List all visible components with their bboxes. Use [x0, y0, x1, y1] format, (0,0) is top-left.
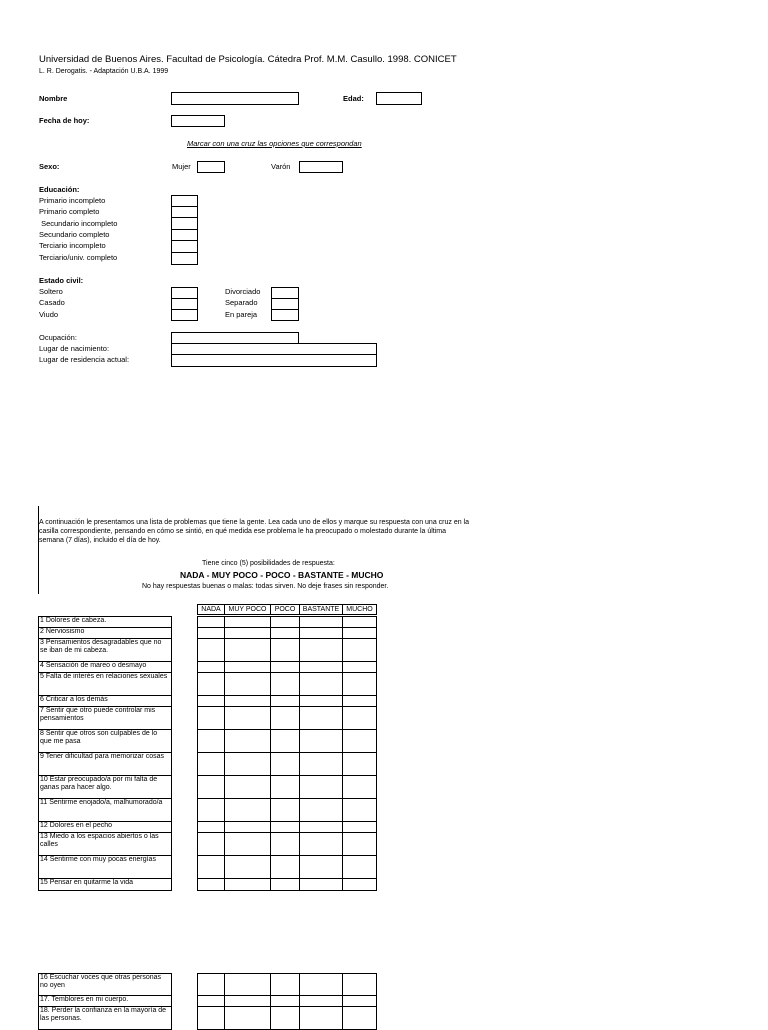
answer-cell-mucho[interactable]: [342, 752, 377, 776]
options-intro: Tiene cinco (5) posibilidades de respuesta:: [202, 560, 335, 567]
answer-cell-bastante[interactable]: [299, 638, 343, 662]
question-label: 17. Temblores en mi cuerpo.: [38, 995, 172, 1007]
answer-cell-nada[interactable]: [197, 638, 225, 662]
answer-cell-bastante[interactable]: [299, 1006, 343, 1030]
civil-option: Divorciado: [225, 287, 261, 296]
question-label: 2 Nerviosismo: [38, 627, 172, 639]
answer-cell-nada[interactable]: [197, 752, 225, 776]
education-option: Terciario/univ. completo: [39, 253, 118, 262]
answer-cell-muy-poco[interactable]: [224, 973, 271, 996]
answer-cell-muy-poco[interactable]: [224, 672, 271, 696]
sex-male-label: Varón: [271, 162, 291, 171]
education-option: Primario incompleto: [39, 196, 106, 205]
question-label: 13 Miedo a los espacios abiertos o las calles: [38, 832, 172, 856]
birthplace-label: Lugar de nacimiento:: [39, 344, 110, 353]
answer-cell-bastante[interactable]: [299, 752, 343, 776]
answer-cell-poco[interactable]: [270, 855, 300, 879]
column-header-mucho: MUCHO: [342, 604, 377, 615]
answer-cell-mucho[interactable]: [342, 672, 377, 696]
civil-option: Casado: [39, 298, 65, 307]
occupation-label: Ocupación:: [39, 333, 77, 342]
answer-cell-mucho[interactable]: [342, 973, 377, 996]
intro-line: semana (7 días), incluido el día de hoy.: [39, 537, 161, 544]
civil-option: Soltero: [39, 287, 63, 296]
sex-male-checkbox[interactable]: [299, 161, 343, 173]
age-field[interactable]: [376, 92, 422, 105]
answer-cell-bastante[interactable]: [299, 706, 343, 730]
residence-field[interactable]: [171, 354, 377, 367]
sex-female-checkbox[interactable]: [197, 161, 225, 173]
date-field[interactable]: [171, 115, 225, 127]
answer-cell-mucho[interactable]: [342, 878, 377, 891]
answer-cell-poco[interactable]: [270, 752, 300, 776]
sex-label: Sexo:: [39, 162, 60, 171]
answer-cell-poco[interactable]: [270, 878, 300, 891]
civil-option: Viudo: [39, 310, 59, 319]
answer-cell-bastante[interactable]: [299, 775, 343, 799]
answer-cell-bastante[interactable]: [299, 878, 343, 891]
column-header-muy-poco: MUY POCO: [224, 604, 271, 615]
question-label: 7 Sentir que otro puede controlar mis pensamientos: [38, 706, 172, 730]
answer-cell-poco[interactable]: [270, 973, 300, 996]
answer-cell-nada[interactable]: [197, 729, 225, 753]
answer-cell-mucho[interactable]: [342, 729, 377, 753]
answer-cell-bastante[interactable]: [299, 729, 343, 753]
answer-cell-nada[interactable]: [197, 1006, 225, 1030]
question-label: 9 Tener dificultad para memorizar cosas: [38, 752, 172, 776]
question-label: 1 Dolores de cabeza.: [38, 616, 172, 628]
answer-cell-muy-poco[interactable]: [224, 706, 271, 730]
question-label: 18. Perder la confianza en la mayoría de las personas.: [38, 1006, 172, 1030]
answer-cell-mucho[interactable]: [342, 706, 377, 730]
answer-cell-mucho[interactable]: [342, 775, 377, 799]
answer-cell-muy-poco[interactable]: [224, 729, 271, 753]
question-label: 4 Sensación de mareo o desmayo: [38, 661, 172, 673]
answer-cell-bastante[interactable]: [299, 855, 343, 879]
education-option: Terciario incompleto: [39, 241, 106, 250]
answer-cell-muy-poco[interactable]: [224, 638, 271, 662]
answer-cell-mucho[interactable]: [342, 832, 377, 856]
intro-line: A continuación le presentamos una lista de problemas que tiene la gente. Lea cada uno de ellos y marque su respuesta con una cruz en la: [39, 519, 470, 526]
answer-cell-muy-poco[interactable]: [224, 1006, 271, 1030]
civil-status-label: Estado civil:: [39, 276, 84, 285]
answer-cell-nada[interactable]: [197, 672, 225, 696]
column-header-bastante: BASTANTE: [299, 604, 343, 615]
answer-cell-nada[interactable]: [197, 832, 225, 856]
instruction-note: No hay respuestas buenas o malas: todas sirven. No deje frases sin responder.: [142, 583, 389, 590]
page-title: Universidad de Buenos Aires. Facultad de Psicología. Cátedra Prof. M.M. Casullo. 1998. CONICET: [39, 54, 457, 65]
question-label: 16 Escuchar voces que otras personas no oyen: [38, 973, 172, 996]
answer-cell-muy-poco[interactable]: [224, 798, 271, 822]
answer-cell-nada[interactable]: [197, 775, 225, 799]
answer-cell-bastante[interactable]: [299, 798, 343, 822]
answer-cell-bastante[interactable]: [299, 832, 343, 856]
answer-cell-nada[interactable]: [197, 798, 225, 822]
name-label: Nombre: [39, 94, 68, 103]
sex-female-label: Mujer: [172, 162, 191, 171]
question-label: 12 Dolores en el pecho: [38, 821, 172, 833]
answer-cell-bastante[interactable]: [299, 973, 343, 996]
answer-cell-mucho[interactable]: [342, 638, 377, 662]
civil-checkbox[interactable]: [271, 309, 299, 321]
civil-option: En pareja: [225, 310, 258, 319]
column-header-poco: POCO: [270, 604, 300, 615]
question-label: 6 Criticar a los demás: [38, 695, 172, 707]
question-label: 11 Sentirme enojado/a, malhumorado/a: [38, 798, 172, 822]
response-options: NADA - MUY POCO - POCO - BASTANTE - MUCHO: [180, 570, 384, 580]
question-label: 5 Falta de interés en relaciones sexuales: [38, 672, 172, 696]
answer-cell-nada[interactable]: [197, 973, 225, 996]
age-label: Edad:: [343, 94, 364, 103]
answer-cell-bastante[interactable]: [299, 672, 343, 696]
answer-cell-muy-poco[interactable]: [224, 878, 271, 891]
residence-label: Lugar de residencia actual:: [39, 355, 130, 364]
answer-cell-muy-poco[interactable]: [224, 855, 271, 879]
answer-cell-poco[interactable]: [270, 706, 300, 730]
page-subtitle: L. R. Derogatis. - Adaptación U.B.A. 1999: [39, 68, 169, 75]
answer-cell-poco[interactable]: [270, 775, 300, 799]
question-label: 3 Pensamientos desagradables que no se iban de mi cabeza.: [38, 638, 172, 662]
question-label: 10 Estar preocupado/a por mi falta de ganas para hacer algo.: [38, 775, 172, 799]
answer-cell-nada[interactable]: [197, 855, 225, 879]
education-option: Secundario incompleto: [39, 219, 118, 228]
answer-cell-poco[interactable]: [270, 638, 300, 662]
education-label: Educación:: [39, 185, 80, 194]
answer-cell-muy-poco[interactable]: [224, 775, 271, 799]
answer-cell-poco[interactable]: [270, 672, 300, 696]
name-field[interactable]: [171, 92, 299, 105]
answer-cell-poco[interactable]: [270, 832, 300, 856]
question-label: 8 Sentir que otros son culpables de lo que me pasa: [38, 729, 172, 753]
answer-cell-poco[interactable]: [270, 1006, 300, 1030]
intro-line: casilla correspondiente, pensando en cómo se sintió, en qué medida ese problema le ha preocupado o molestado durante la última: [39, 528, 447, 535]
question-label: 15 Pensar en quitarme la vida: [38, 878, 172, 891]
instruction-text: Marcar con una cruz las opciones que correspondan: [187, 139, 362, 148]
answer-cell-poco[interactable]: [270, 798, 300, 822]
answer-cell-nada[interactable]: [197, 706, 225, 730]
answer-cell-mucho[interactable]: [342, 855, 377, 879]
civil-option: Separado: [225, 298, 258, 307]
answer-cell-muy-poco[interactable]: [224, 832, 271, 856]
answer-cell-poco[interactable]: [270, 729, 300, 753]
column-header-nada: NADA: [197, 604, 225, 615]
civil-checkbox[interactable]: [171, 309, 198, 321]
answer-cell-mucho[interactable]: [342, 798, 377, 822]
education-option: Primario completo: [39, 207, 100, 216]
question-label: 14 Sentirme con muy pocas energías: [38, 855, 172, 879]
answer-cell-nada[interactable]: [197, 878, 225, 891]
answer-cell-muy-poco[interactable]: [224, 752, 271, 776]
answer-cell-mucho[interactable]: [342, 1006, 377, 1030]
education-option: Secundario completo: [39, 230, 110, 239]
date-label: Fecha de hoy:: [39, 116, 90, 125]
education-checkbox[interactable]: [171, 252, 198, 265]
